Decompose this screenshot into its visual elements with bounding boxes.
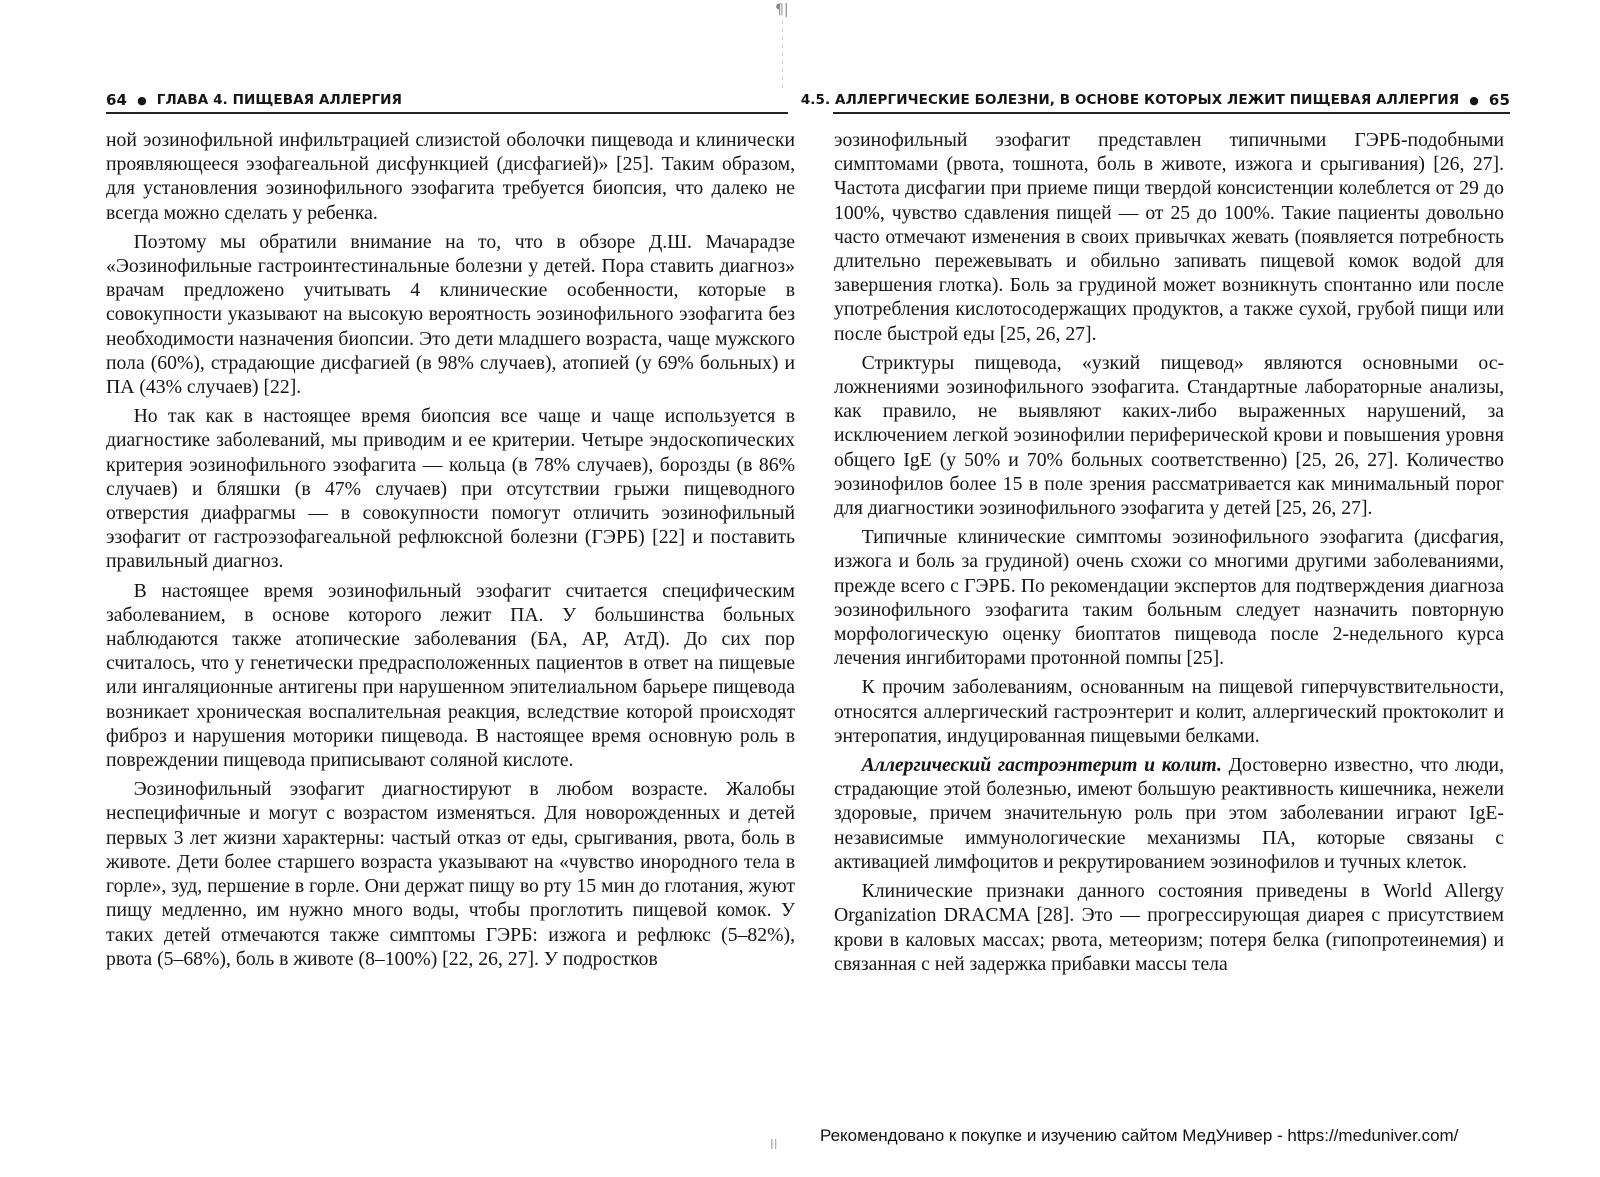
left-page-number: 64 [106,91,128,109]
paragraph: Поэтому мы обратили внимание на то, что в обзоре Д.Ш. Мачарадзе «Эозинофильные гастроинтестинальные болезни у детей. Пора ставить диагноз» врачам предложено учитывать 4 клинические особенности, которые в совокупности указывают на высокую вероятность эозинофильного эзофагита без необходимости назначения биопсии. Это дети младшего возраста, чаще мужского пола (60%), страдающие дисфагией (в 98% случаев), атопией (у 69% больных) и ПА (43% случаев) [22]. [106,230,795,399]
paragraph: К прочим заболеваниям, основанным на пищевой гиперчувствительности, относятся аллергический гастроэнтерит и колит, аллергический проктоколит и энтеропатия, индуцированная пищевыми белками. [834,676,1504,747]
right-page-number: 65 [1488,91,1510,109]
paragraph: Но так как в настоящее время биопсия все чаще и чаще используется в диагностике заболеваний, мы приводим и ее критерии. Четыре эндоскопических критерия эозинофильного эзофагита — кольца (в 78% случаев), борозды (в 86% случаев) и бляшки (в 47% случаев) при отсутствии грыжи пищеводного отверстия диафрагмы — в совокупности помогут отличить эозинофильный эзофагит от гастроэзофагеальной рефлюксной болезни (ГЭРБ) [22] и поставить правильный диагноз. [106,405,795,573]
paragraph: Стриктуры пищевода, «узкий пищевод» являются основными осложнениями эозинофильного эзофагита. Стандартные лабораторные анализы, как правило, не выявляют каких-либо выраженных нарушений, за исключением легкой эозинофилии периферической крови и повышения уровня общего IgE (у 50% и 70% больных соответственно) [25, 26, 27]. Количество эозинофилов более 15 в поле зрения рассматривается как минимальный порог для диагностики эозинофильного эзофагита у детей [25, 26, 27]. [834,351,1504,520]
left-page-header [106,88,788,114]
runin-text: Достоверно известно, что люди, страдающие этой болезнью, имеют большую реактивность кишечника, нежели здоровые, причем значительную роль при этом заболевании играют IgE-независимые иммунологические механизмы ПА, которые связаны с активацией лимфоцитов и рекрутированием эозинофилов и тучных клеток. [834,754,1505,873]
header-bullet-icon: ● [137,93,147,107]
gutter-bottom-mark: Il [770,1138,778,1153]
right-page-header [800,88,1510,114]
header-bullet-icon: ● [1469,93,1479,107]
paragraph: Эозинофильный эзофагит диагностируют в любом возрасте. Жалобы неспецифичные и могут с возрастом изменяться. Для новорожденных и детей первых 3 лет жизни характерны: частый отказ от еды, срыгивания, рвота, боль в животе. Дети более старшего возраста указывают на «чувство инородного тела в горле», зуд, першение в горле. Они держат пищу во рту 15 мин до глотания, жуют пищу медленно, им нужно много воды, чтобы проглотить пищевой комок. У таких детей отмечаются также симптомы ГЭРБ: изжога и рефлюкс (5–82%), рвота (5–68%), боль в животе (8–100%) [22, 26, 27]. У подростков [106,778,795,970]
paragraph: ной эозинофильной инфильтрацией слизистой оболочки пищевода и клинически проявляющееся эзофагеальной дисфункцией (дисфагией)» [25]. Таким образом, для установления эозинофильного эзофагита требуется биопсия, что далеко не всегда можно сделать у ребенка. [106,129,795,224]
runin-heading: Аллергический гастроэнтерит и колит. [861,754,1222,777]
paragraph: В настоящее время эозинофильный эзофагит считается специфическим заболеванием, в основе которого лежит ПА. У большинства больных наблюдаются также атопические заболевания (БА, АР, АтД). До сих пор считалось, что у генетически предрасположенных пациентов в ответ на пищевые или ингаляционные антигены при нарушенном эпителиальном барьере пищевода возникает хроническая воспалительная реакция, вследствие которой происходят фиброз и нарушения моторики пищевода. В настоящее время основную роль в повреждении пищевода приписывают соляной кислоте. [106,579,795,772]
left-page-body [106,128,795,976]
right-section-title: 4.5. АЛЛЕРГИЧЕСКИЕ БОЛЕЗНИ, В ОСНОВЕ КОТОРЫХ ЛЕЖИТ ПИЩЕВАЯ АЛЛЕРГИЯ [800,92,1460,108]
right-page [800,0,1600,1177]
runin-paragraph [834,753,1504,874]
left-chapter-title: ГЛАВА 4. ПИЩЕВАЯ АЛЛЕРГИЯ [156,92,403,108]
paragraph: эозинофильный эзофагит представлен типичными ГЭРБ-подобными симптомами (рвота, тошнота, боль в животе, изжога и срыгивания) [26, 27]. Частота дисфагии при приеме пищи твердой консистенции колеблется от 29 до 100%, чувство сдавления пищей — от 25 до 100%. Такие пациенты довольно часто отмечают изменения в своих привычках жевать (появляется потребность длительно пережевывать и обильно запивать пищевой комок водой для завершения глотка). Боль за грудиной может возникнуть спонтанно или после употребления кислотосодержащих продуктов, а также сухой, грубой пищи или после быстрой еды [25, 26, 27]. [834,129,1504,345]
gutter-top-mark: ¶| [775,2,789,18]
footer-recommendation: Рекомендовано к покупке и изучению сайтом МедУнивер - https://meduniver.com/ [820,1126,1459,1145]
paragraph: Клинические признаки данного состояния приведены в World Allergy Organization DRACMA [28]. Это — прогрессирующая диарея с присутствием крови в каловых массах; рвота, метеоризм; потеря белка (гипопротеинемия) и связанная с ней задержка прибавки массы тела [834,880,1504,975]
paragraph: Типичные клинические симптомы эозинофильного эзофагита (дисфагия, изжога и боль за грудиной) очень схожи со многими другими заболеваниями, прежде всего с ГЭРБ. По рекомендации экспертов для подтверждения диагноза эозинофильного эзофагита таким больным следует назначить повторную морфологическую оценку биоптатов пищевода после 2-недельного курса лечения ингибиторами протонной помпы [25]. [834,526,1504,670]
right-page-body [834,128,1504,981]
